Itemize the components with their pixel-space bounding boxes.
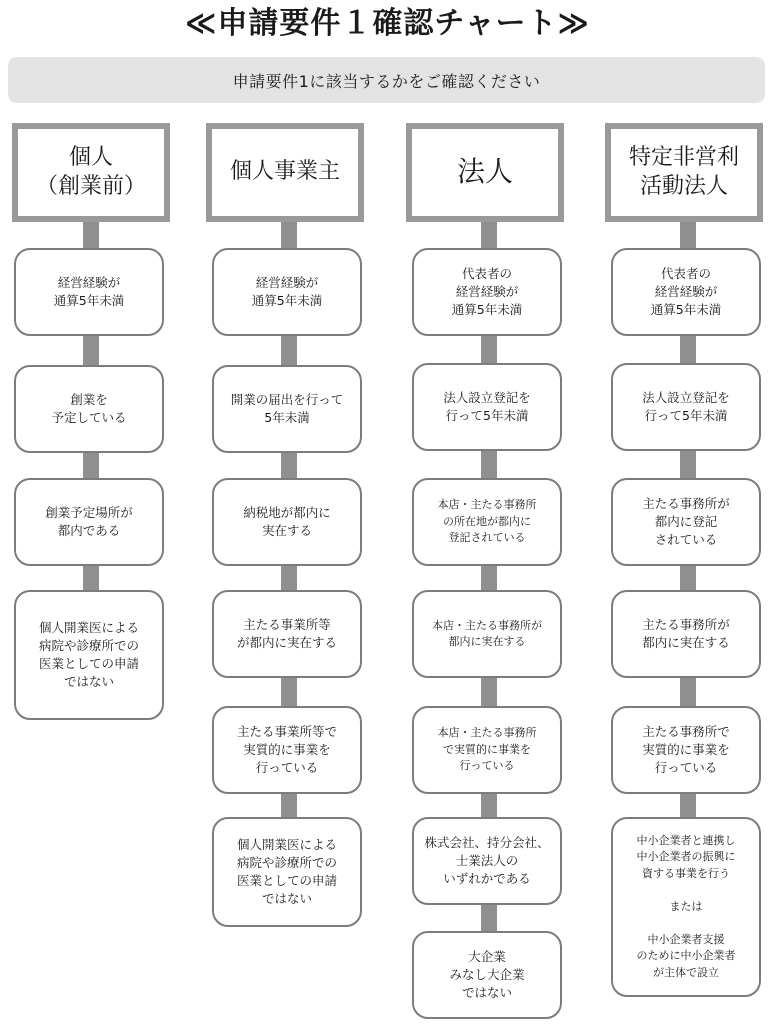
condition-box: 個人開業医による 病院や診療所での 医業としての申請 ではない: [212, 817, 362, 927]
condition-box: 中小企業者と連携し 中小企業者の振興に 資する事業を行う または 中小企業者支援 のために中小企業者 が主体で設立: [611, 817, 761, 997]
condition-box: 主たる事業所等で 実質的に事業を 行っている: [212, 706, 362, 794]
condition-box: 大企業 みなし大企業 ではない: [412, 931, 562, 1019]
condition-box: 納税地が都内に 実在する: [212, 478, 362, 566]
condition-box: 開業の届出を行って 5年未満: [212, 365, 362, 453]
condition-box: 株式会社、持分会社、 士業法人の いずれかである: [412, 817, 562, 905]
condition-box: 個人開業医による 病院や診療所での 医業としての申請 ではない: [14, 590, 164, 720]
condition-box: 本店・主たる事務所が 都内に実在する: [412, 590, 562, 678]
chart-title: ≪申請要件１確認チャート≫: [185, 6, 590, 41]
condition-box: 創業を 予定している: [14, 365, 164, 453]
condition-box: 代表者の 経営経験が 通算5年未満: [412, 248, 562, 336]
condition-box: 主たる事務所で 実質的に事業を 行っている: [611, 706, 761, 794]
column-header: 個人事業主: [206, 123, 364, 222]
instruction-banner: [8, 57, 765, 103]
condition-box: 主たる事務所が 都内に実在する: [611, 590, 761, 678]
column-header: 特定非営利 活動法人: [605, 123, 763, 222]
condition-box: 経営経験が 通算5年未満: [14, 248, 164, 336]
condition-box: 主たる事務所が 都内に登記 されている: [611, 478, 761, 566]
condition-box: 経営経験が 通算5年未満: [212, 248, 362, 336]
instruction-text: 申請要件1に該当するかをご確認ください: [232, 71, 541, 91]
condition-box: 主たる事業所等 が都内に実在する: [212, 590, 362, 678]
column-header: 個人 （創業前）: [12, 123, 170, 222]
column-header: 法人: [406, 123, 564, 222]
condition-box: 本店・主たる事務所 で実質的に事業を 行っている: [412, 706, 562, 794]
condition-box: 本店・主たる事務所 の所在地が都内に 登記されている: [412, 478, 562, 566]
condition-box: 法人設立登記を 行って5年未満: [611, 363, 761, 451]
condition-box: 法人設立登記を 行って5年未満: [412, 363, 562, 451]
condition-box: 代表者の 経営経験が 通算5年未満: [611, 248, 761, 336]
condition-box: 創業予定場所が 都内である: [14, 478, 164, 566]
